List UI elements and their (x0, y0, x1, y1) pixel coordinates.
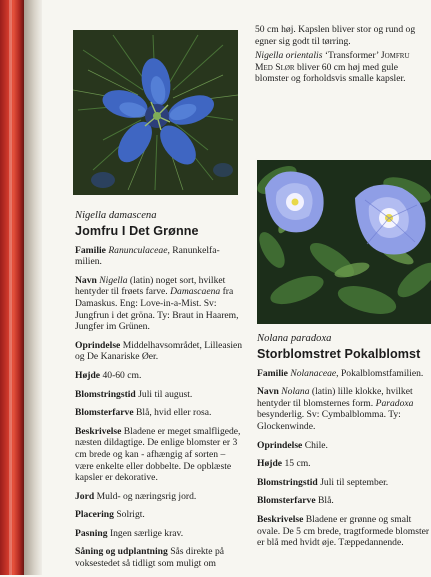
right-column-top (255, 24, 429, 92)
continued-text: 50 cm høj. Kapslen bliver stor og rund og egner sig godt til tørring. (255, 24, 416, 47)
field-navn: Navn Nigella (latin) noget sort, hvilket hentyder til frøets farve. Damascaena fra Damaskus. Eng: Love-in-a-Mist. Sv: Jungfrun i det gröna. Ty: Braut in Haarem, Jungfer im Grünen. (75, 274, 239, 333)
field-pasning: Pasning Ingen særlige krav. (75, 527, 184, 539)
species-name-nolana: Nolana paradoxa (257, 333, 332, 344)
field-blomstringstid: Blomstringstid Juli til august. (75, 388, 193, 400)
nigella-photo (73, 30, 238, 195)
plant-title-nigella: Jomfru I Det Grønne (75, 223, 199, 238)
variety-note: Nigella orientalis ‘Transformer’ Jomfru Med Slør bliver 60 cm høj med gule blomster og forholdsvis smalle kapsler. (255, 50, 410, 85)
field-oprindelse: Oprindelse Chile. (257, 439, 328, 451)
field-beskrivelse: Beskrivelse Bladene er meget smalfligede, næsten dildagtige. De enlige blomster er 3 cm brede og kan - afhængig af sorten – være enkelte eller dobbelte. De opblæste kapsler er dekorative. (75, 425, 241, 484)
nolana-photo (257, 160, 431, 324)
field-saaning: Såning og udplantning Sås direkte på voksestedet så tidligt som muligt om (75, 546, 225, 570)
left-column (75, 210, 243, 577)
field-oprindelse: Oprindelse Middelhavsområdet, Lilleasien og De Kanariske Øer. (75, 339, 243, 363)
field-blomsterfarve: Blomsterfarve Blå. (257, 495, 334, 507)
field-placering: Placering Solrigt. (75, 509, 145, 521)
field-familie: Familie Nolanaceae, Pokalblomstfamilien. (257, 367, 424, 379)
right-column (257, 333, 431, 556)
species-name-nigella: Nigella damascena (75, 210, 157, 221)
field-blomstringstid: Blomstringstid Juli til september. (257, 476, 389, 488)
plant-title-nolana: Storblomstret Pokalblomst (257, 346, 421, 361)
field-beskrivelse: Beskrivelse Bladene er grønne og smalt ovale. De 5 cm brede, tragtformede blomster er blå med hvidt øje. Tæppedannende. (257, 513, 430, 549)
field-familie: Familie Ranunculaceae, Ranunkelfamilien. (75, 244, 220, 268)
page-gutter (24, 0, 42, 575)
spine-highlight (9, 0, 12, 575)
field-hojde: Højde 40-60 cm. (75, 369, 142, 381)
field-navn: Navn Nolana (latin) lille klokke, hvilket hentyder til blomsternes form. Paradoxa besynderlig. Sv: Cymbalblomma. Ty: Glockenwinde. (257, 386, 414, 432)
field-jord: Jord Muld- og næringsrig jord. (75, 490, 197, 502)
field-hojde: Højde 15 cm. (257, 458, 311, 470)
field-blomsterfarve: Blomsterfarve Blå, hvid eller rosa. (75, 407, 212, 419)
book-spine (0, 0, 24, 575)
